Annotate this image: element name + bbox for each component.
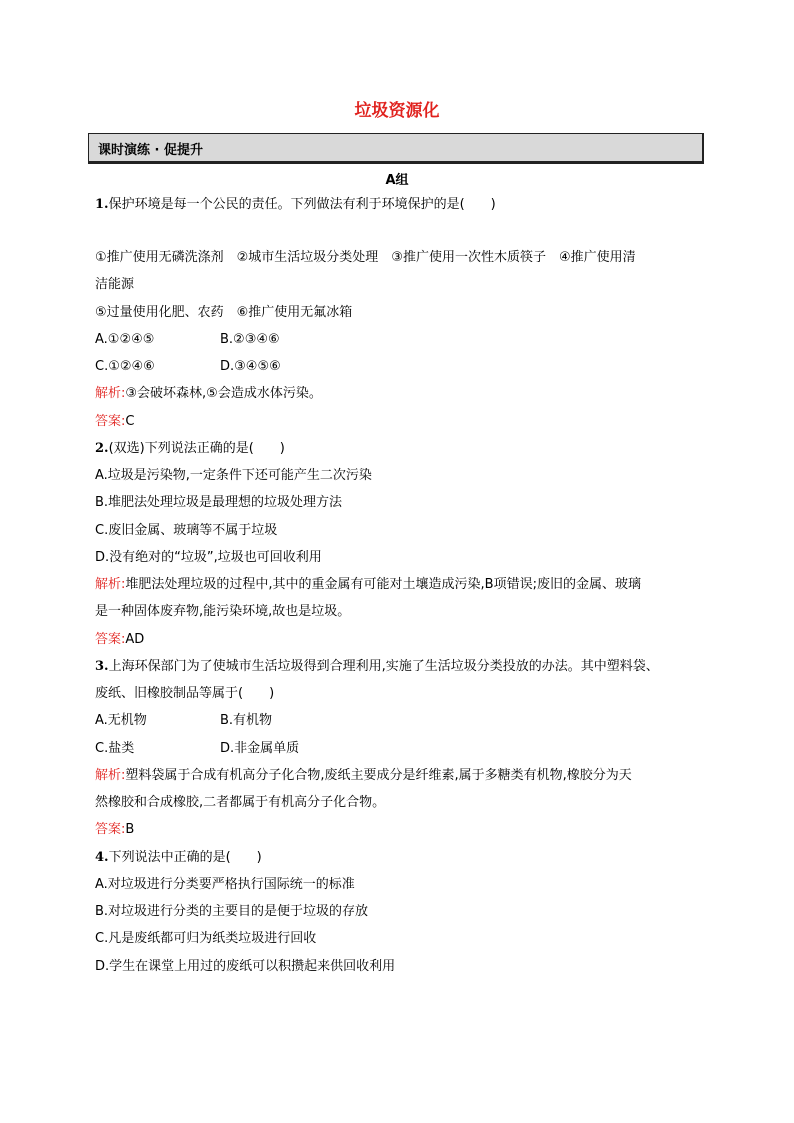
explanation-label: 解析: — [95, 768, 126, 783]
section-banner — [88, 133, 704, 164]
option-c: C.废旧金属、玻璃等不属于垃圾 — [95, 523, 278, 538]
option-c: C.凡是废纸都可归为纸类垃圾进行回收 — [95, 931, 317, 946]
explanation-text: ③会破坏森林,⑤会造成水体污染。 — [125, 386, 322, 401]
explanation — [95, 767, 632, 785]
explanation-label: 解析: — [95, 386, 126, 401]
answer-text: B — [125, 822, 135, 837]
question-1-stem — [95, 196, 496, 214]
banner-label: 课时演练 · 促提升 — [98, 143, 203, 158]
answer-text: AD — [125, 632, 145, 647]
explanation-text: 塑料袋属于合成有机高分子化合物,废纸主要成分是纤维素,属于多糖类有机物,橡胶分为天 — [125, 768, 632, 783]
question-number: 2. — [95, 441, 109, 456]
option-a: A.对垃圾进行分类要严格执行国际统一的标准 — [95, 877, 355, 892]
option-b: B.有机物 — [220, 713, 273, 728]
option-a: A.垃圾是污染物,一定条件下还可能产生二次污染 — [95, 468, 372, 483]
option-d: D.没有绝对的“垃圾”,垃圾也可回收利用 — [95, 550, 322, 565]
question-1-items-line: ①推广使用无磷洗涤剂 ②城市生活垃圾分类处理 ③推广使用一次性木质筷子 ④推广使用清 — [95, 250, 636, 265]
answer-label: 答案: — [95, 822, 126, 837]
explanation-continued: 是一种固体废弃物,能污染环境,故也是垃圾。 — [95, 604, 351, 619]
answer-label: 答案: — [95, 632, 126, 647]
answer — [95, 413, 134, 431]
answer — [95, 631, 144, 649]
question-text: (双选)下列说法正确的是( ) — [108, 441, 285, 456]
option-b: B.对垃圾进行分类的主要目的是便于垃圾的存放 — [95, 904, 369, 919]
question-text: 下列说法中正确的是( ) — [108, 850, 262, 865]
explanation — [95, 576, 641, 594]
option-c: C.盐类 — [95, 741, 135, 756]
answer — [95, 821, 134, 839]
question-text: 上海环保部门为了使城市生活垃圾得到合理利用,实施了生活垃圾分类投放的办法。其中塑料袋、 — [108, 659, 659, 674]
option-b: B.②③④⑥ — [220, 332, 280, 347]
explanation — [95, 385, 322, 403]
question-1-items-line: 洁能源 — [95, 277, 135, 292]
option-d: D.③④⑤⑥ — [220, 359, 281, 374]
option-a: A.①②④⑤ — [95, 332, 155, 347]
question-number: 4. — [95, 850, 109, 865]
option-d: D.学生在课堂上用过的废纸可以积攒起来供回收利用 — [95, 959, 396, 974]
group-heading: A组 — [385, 173, 409, 188]
option-d: D.非金属单质 — [220, 741, 300, 756]
answer-label: 答案: — [95, 414, 126, 429]
explanation-continued: 然橡胶和合成橡胶,二者都属于有机高分子化合物。 — [95, 795, 386, 810]
question-text: 保护环境是每一个公民的责任。下列做法有利于环境保护的是( ) — [108, 197, 496, 212]
option-b: B.堆肥法处理垃圾是最理想的垃圾处理方法 — [95, 495, 343, 510]
question-3-stem — [95, 658, 659, 676]
answer-text: C — [125, 414, 135, 429]
question-1-items-line: ⑤过量使用化肥、农药 ⑥推广使用无氟冰箱 — [95, 305, 353, 320]
question-2-stem — [95, 440, 285, 458]
question-4-stem — [95, 849, 262, 867]
question-3-stem-continued: 废纸、旧橡胶制品等属于( ) — [95, 686, 275, 701]
question-number: 3. — [95, 659, 109, 674]
question-number: 1. — [95, 197, 109, 212]
page-title: 垃圾资源化 — [354, 101, 440, 121]
explanation-label: 解析: — [95, 577, 126, 592]
explanation-text: 堆肥法处理垃圾的过程中,其中的重金属有可能对土壤造成污染,B项错误;废旧的金属、玻璃 — [125, 577, 641, 592]
option-c: C.①②④⑥ — [95, 359, 155, 374]
option-a: A.无机物 — [95, 713, 147, 728]
